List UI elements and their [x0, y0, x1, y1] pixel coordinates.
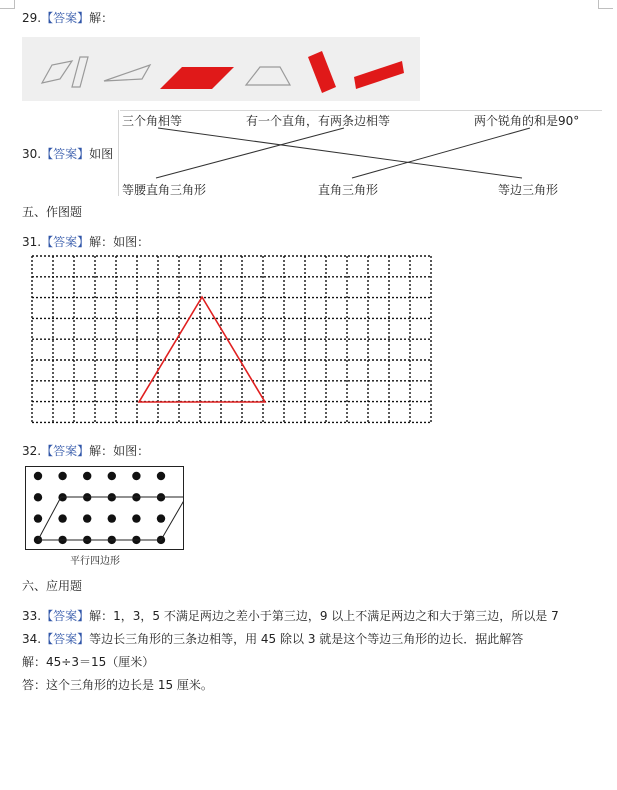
answer-text: 解：1，3，5 不满足两边之差小于第三边，9 以上不满足两边之和大于第三边，所以是 7 — [89, 609, 559, 623]
lattice-dot — [34, 493, 42, 501]
question-number: 31. — [22, 235, 42, 249]
question-number: 32. — [22, 444, 42, 458]
match-bottom-item: 等边三角形 — [498, 183, 559, 197]
question-number: 33. — [22, 609, 42, 623]
answer-text: 等边长三角形的三条边相等，用 45 除以 3 就是这个等边三角形的边长．据此解答 — [89, 632, 524, 646]
dotted-grid — [32, 256, 431, 422]
lattice-dot — [83, 472, 91, 480]
match-bottom-item: 等腰直角三角形 — [122, 183, 207, 197]
lattice-dot — [132, 514, 140, 522]
q34-line — [22, 631, 523, 647]
match-bottom-item: 直角三角形 — [318, 183, 379, 197]
match-link — [158, 128, 522, 178]
lattice-dot — [132, 472, 140, 480]
answer-tag: 【答案】 — [41, 444, 90, 458]
question-number: 30. — [22, 147, 42, 161]
lattice-dot — [108, 514, 116, 522]
dotted-grid-figure — [30, 254, 432, 426]
lattice-dot — [34, 472, 42, 480]
lattice-dot — [58, 514, 66, 522]
lattice-dot — [157, 514, 165, 522]
lattice-dot — [108, 472, 116, 480]
answer-tag: 【答案】 — [41, 632, 90, 646]
answer-tag: 【答案】 — [41, 235, 90, 249]
lattice-dot — [83, 514, 91, 522]
dot-board — [25, 466, 184, 550]
match-link — [156, 128, 344, 178]
lattice-dot — [58, 472, 66, 480]
q31-line — [22, 234, 149, 250]
q32-line — [22, 443, 149, 459]
answer-tag: 【答案】 — [41, 609, 90, 623]
match-top-item: 两个锐角的和是90° — [474, 114, 580, 128]
match-top-item: 三个角相等 — [122, 114, 183, 128]
answer-text: 解： — [89, 11, 114, 25]
dot-board-svg — [26, 467, 183, 549]
match-link — [352, 128, 530, 178]
section-title: 六、应用题 — [22, 579, 83, 593]
answer-text: 如图 — [89, 147, 114, 161]
question-number: 34. — [22, 632, 42, 646]
section-title: 五、作图题 — [22, 205, 83, 219]
answer-text: 解：如图： — [89, 235, 150, 249]
lattice-dot — [157, 472, 165, 480]
dot-lattice — [34, 472, 165, 544]
question-number: 29. — [22, 11, 42, 25]
answer-tag: 【答案】 — [41, 11, 90, 25]
answer-tag: 【答案】 — [41, 147, 90, 161]
q34-final: 答：这个三角形的边长是 15 厘米。 — [22, 678, 213, 692]
match-lines — [0, 0, 617, 200]
q33-line — [22, 608, 559, 624]
dot-board-caption: 平行四边形 — [70, 556, 120, 567]
q34-calc: 解：45÷3＝15（厘米） — [22, 655, 155, 669]
lattice-dot — [34, 514, 42, 522]
answer-text: 解：如图： — [89, 444, 150, 458]
match-top-item: 有一个直角，有两条边相等 — [246, 114, 391, 128]
